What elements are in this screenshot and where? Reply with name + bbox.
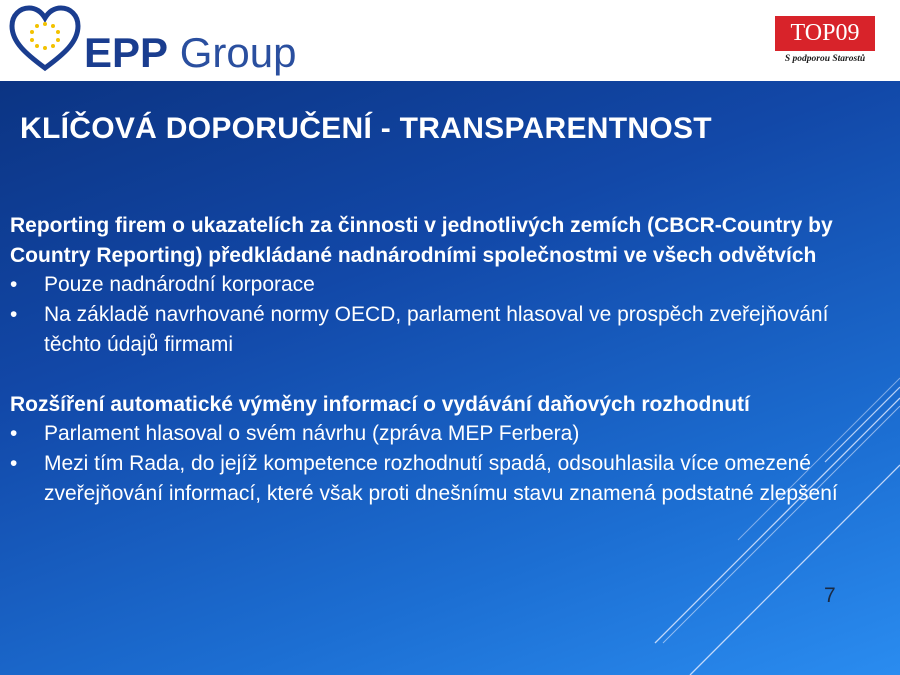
epp-group-wordmark: EPP Group — [84, 29, 297, 76]
bullet-item — [10, 419, 890, 449]
top09-wordmark: TOP09 — [775, 16, 875, 51]
heart-stars-icon — [8, 4, 82, 74]
section-spacer — [10, 360, 890, 390]
bullet-item — [10, 300, 890, 359]
bullet-icon: • — [10, 273, 18, 297]
page-number: 7 — [824, 584, 836, 607]
slide-title: KLÍČOVÁ DOPORUČENÍ - TRANSPARENTNOST — [20, 112, 712, 145]
bullet-text: Parlament hlasoval o svém návrhu (zpráva MEP Ferbera) — [44, 422, 580, 446]
header-bar — [0, 0, 900, 81]
slide-body — [10, 211, 890, 508]
bullet-icon: • — [10, 303, 18, 327]
bullet-icon: • — [10, 451, 18, 475]
top09-tagline: S podporou Starostů — [784, 54, 866, 64]
bullet-item — [10, 449, 890, 508]
top09-logo — [772, 16, 878, 68]
epp-group-logo — [8, 4, 308, 78]
section-heading-rulings: Rozšíření automatické výměny informací o vydávání daňových rozhodnutí — [10, 392, 750, 416]
bullet-text: Mezi tím Rada, do jejíž kompetence rozhodnutí spadá, odsouhlasila více omezené zveřejňování informací, které však proti dnešnímu stavu znamená podstatné zlepšení — [44, 451, 838, 505]
bullet-text: Na základě navrhované normy OECD, parlament hlasoval ve prospěch zveřejňování těchto údajů firmami — [44, 303, 829, 356]
section-heading-cbcr: Reporting firem o ukazatelích za činnosti v jednotlivých zemích (CBCR-Country by Country Reporting) předkládané nadnárodními společnostmi ve všech odvětvích — [10, 214, 833, 267]
bullet-text: Pouze nadnárodní korporace — [44, 273, 315, 297]
bullet-icon: • — [10, 422, 18, 446]
bullet-item — [10, 270, 890, 300]
